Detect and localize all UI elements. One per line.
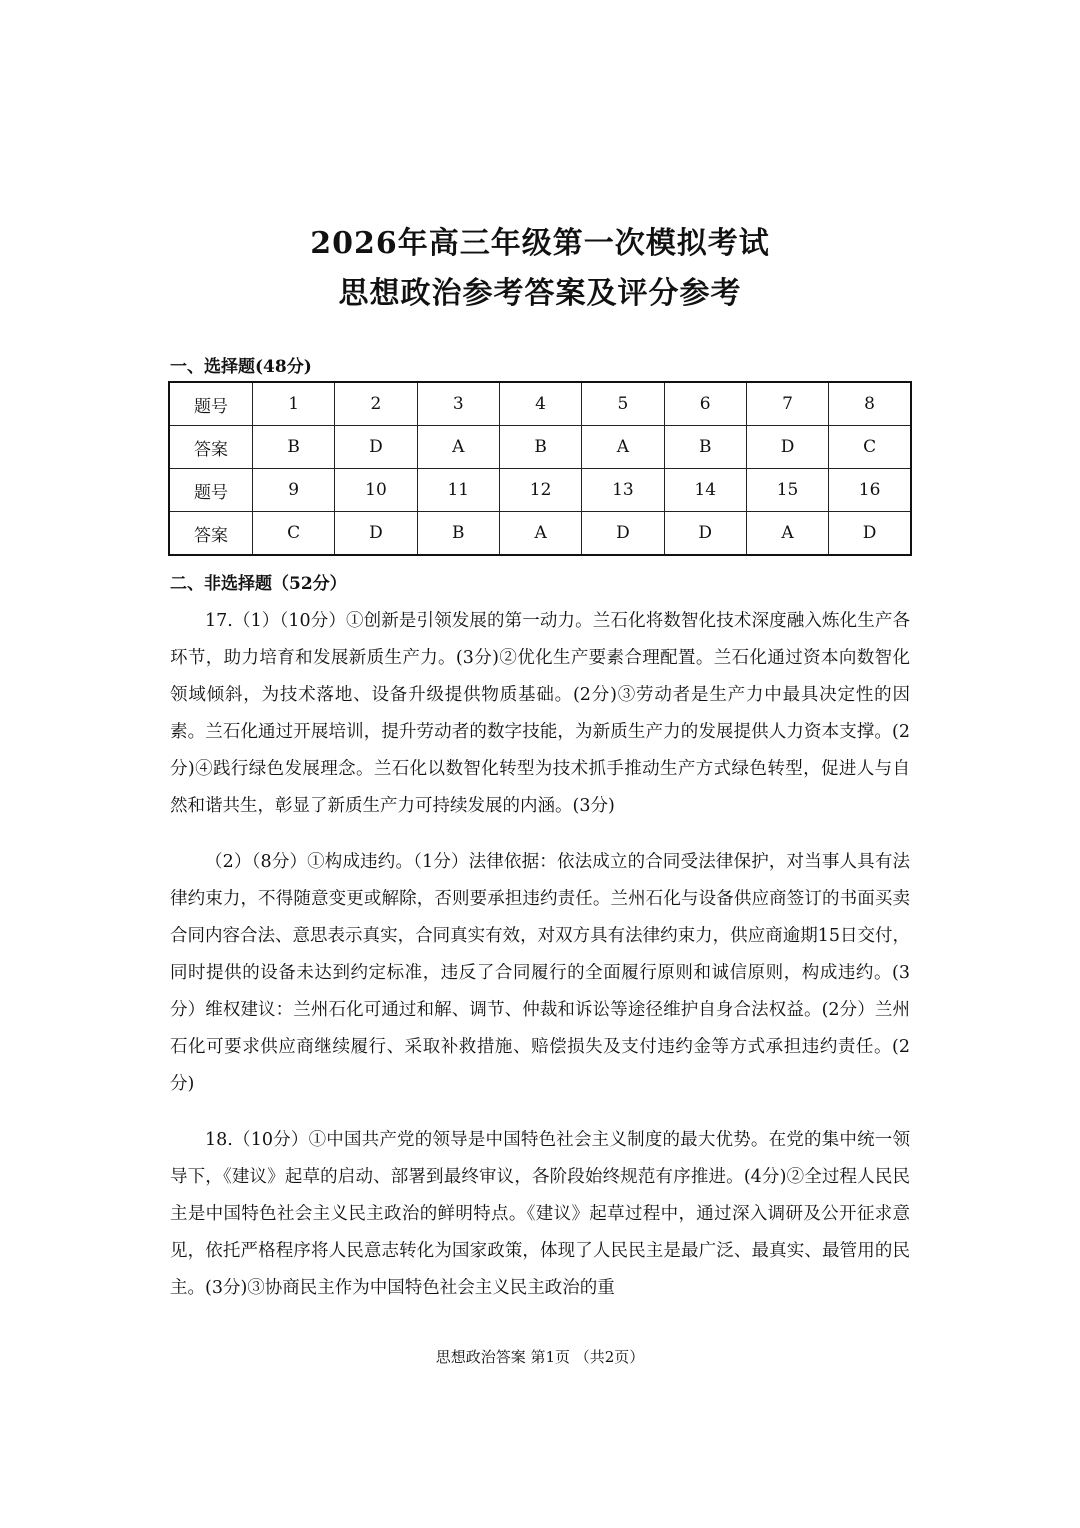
table-row-answers-2 bbox=[169, 512, 911, 556]
answer-cell: B bbox=[417, 512, 499, 556]
answer-cell: C bbox=[829, 426, 911, 469]
answer-cell: D bbox=[335, 512, 417, 556]
section-1-heading: 一、选择题(48分) bbox=[170, 357, 312, 377]
answer-table bbox=[168, 381, 912, 556]
question-number: 12 bbox=[499, 469, 581, 512]
question-number: 1 bbox=[253, 382, 335, 426]
row-label: 答案 bbox=[169, 512, 253, 556]
question-number: 8 bbox=[829, 382, 911, 426]
question-number: 4 bbox=[499, 382, 581, 426]
answer-cell: B bbox=[664, 426, 746, 469]
question-number: 5 bbox=[582, 382, 664, 426]
question-17-part-2-answer: （2）（8分）①构成违约。（1分）法律依据：依法成立的合同受法律保护，对当事人具有法律约束力，不得随意变更或解除，否则要承担违约责任。兰州石化与设备供应商签订的书面买卖合同内容合法、意思表示真实，合同真实有效，对双方具有法律约束力，供应商逾期15日交付，同时提供的设备未达到约定标准，违反了合同履行的全面履行原则和诚信原则，构成违约。(3分）维权建议：兰州石化可通过和解、调节、仲裁和诉讼等途径维护自身合法权益。(2分）兰州石化可要求供应商继续履行、采取补救措施、赔偿损失及支付违约金等方式承担违约责任。(2分) bbox=[170, 852, 910, 1094]
question-number: 9 bbox=[253, 469, 335, 512]
answer-cell: D bbox=[829, 512, 911, 556]
answer-cell: D bbox=[746, 426, 828, 469]
answer-cell: B bbox=[499, 426, 581, 469]
question-number: 2 bbox=[335, 382, 417, 426]
page-subtitle: 思想政治参考答案及评分参考 bbox=[338, 276, 742, 311]
answer-cell: A bbox=[417, 426, 499, 469]
question-number: 14 bbox=[664, 469, 746, 512]
row-label: 题号 bbox=[169, 469, 253, 512]
question-number: 13 bbox=[582, 469, 664, 512]
question-number: 16 bbox=[829, 469, 911, 512]
question-number: 10 bbox=[335, 469, 417, 512]
question-number: 7 bbox=[746, 382, 828, 426]
answer-cell: A bbox=[582, 426, 664, 469]
table-row-answers-1 bbox=[169, 426, 911, 469]
question-number: 3 bbox=[417, 382, 499, 426]
answer-cell: C bbox=[253, 512, 335, 556]
question-number: 6 bbox=[664, 382, 746, 426]
question-17-part-1-answer: 17.（1）（10分）①创新是引领发展的第一动力。兰石化将数智化技术深度融入炼化生产各环节，助力培育和发展新质生产力。(3分)②优化生产要素合理配置。兰石化通过资本向数智化领域倾斜，为技术落地、设备升级提供物质基础。(2分)③劳动者是生产力中最具决定性的因素。兰石化通过开展培训，提升劳动者的数字技能，为新质生产力的发展提供人力资本支撑。(2分)④践行绿色发展理念。兰石化以数智化转型为技术抓手推动生产方式绿色转型，促进人与自然和谐共生，彰显了新质生产力可持续发展的内涵。(3分) bbox=[170, 611, 910, 816]
page-footer: 思想政治答案 第1页 （共2页） bbox=[435, 1348, 645, 1366]
answer-cell: A bbox=[746, 512, 828, 556]
page-title: 2026年高三年级第一次模拟考试 bbox=[310, 226, 770, 261]
section-2-heading: 二、非选择题（52分） bbox=[170, 574, 347, 594]
question-number: 15 bbox=[746, 469, 828, 512]
question-number: 11 bbox=[417, 469, 499, 512]
table-row-numbers-1 bbox=[169, 382, 911, 426]
question-18-answer: 18.（10分）①中国共产党的领导是中国特色社会主义制度的最大优势。在党的集中统一领导下，《建议》起草的启动、部署到最终审议，各阶段始终规范有序推进。(4分)②全过程人民民主是中国特色社会主义民主政治的鲜明特点。《建议》起草过程中，通过深入调研及公开征求意见，依托严格程序将人民意志转化为国家政策，体现了人民民主是最广泛、最真实、最管用的民主。(3分)③协商民主作为中国特色社会主义民主政治的重 bbox=[170, 1130, 910, 1298]
answer-cell: B bbox=[253, 426, 335, 469]
table-row-numbers-2 bbox=[169, 469, 911, 512]
row-label: 题号 bbox=[169, 382, 253, 426]
answer-cell: D bbox=[335, 426, 417, 469]
row-label: 答案 bbox=[169, 426, 253, 469]
answer-cell: A bbox=[499, 512, 581, 556]
answer-cell: D bbox=[582, 512, 664, 556]
answer-cell: D bbox=[664, 512, 746, 556]
